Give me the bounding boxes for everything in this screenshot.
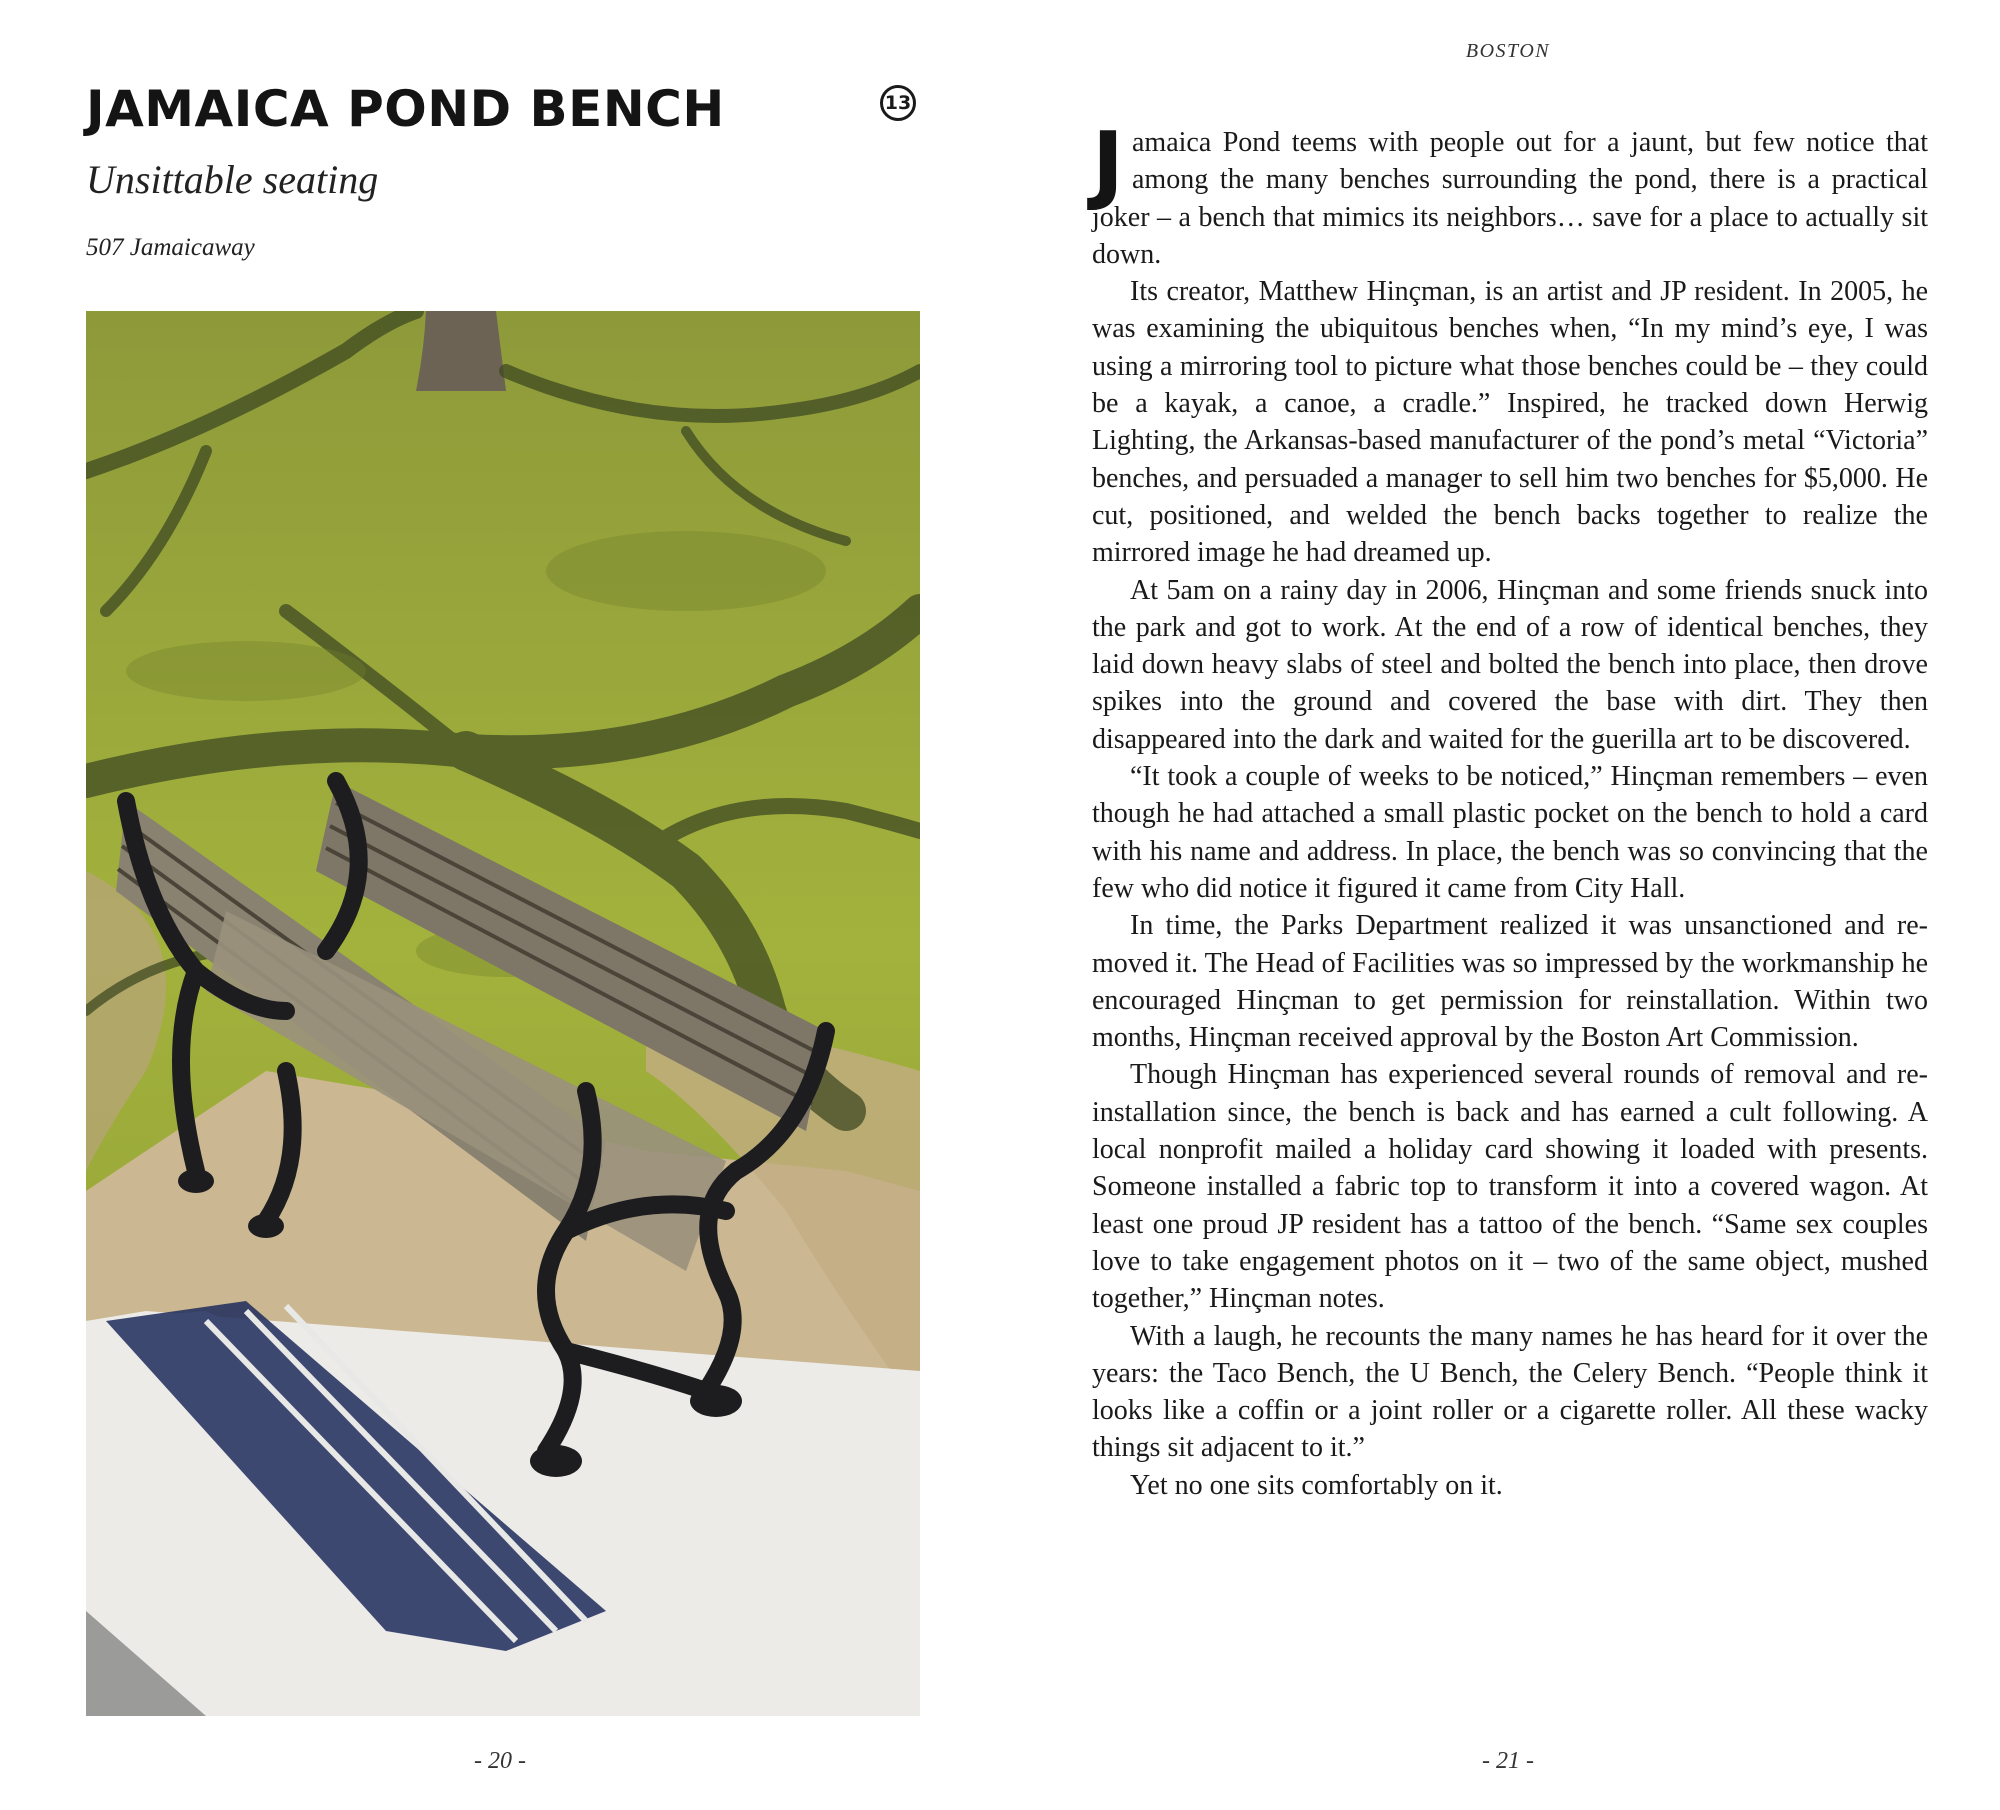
running-head: BOSTON: [1465, 40, 1551, 62]
paragraph-7: With a laugh, he recounts the many names he has heard for it over the years: the Taco Bench, the U Bench, the Celery Bench. “People think it looks like a coffin or a joint roller or a cigarette roller. All these wacky things sit adjacent to it.”: [1092, 1320, 1928, 1464]
entry-title: JAMAICA POND BENCH: [86, 80, 725, 138]
entry-number-badge: 13: [880, 85, 916, 121]
paragraph-6: Though Hinçman has experienced several rounds of removal and reinstallation since, the bench is back and has earned a cult following. A local nonprofit mailed a holiday card showing it loaded with presents. Someone installed a fabric top to transform it into a covered wagon. At least one proud JP resident has a tattoo of the bench. “Same sex couples love to take engagement photos on it – two of the same object, mushed together,” Hinçman notes.: [1092, 1059, 1928, 1315]
paragraph-8: Yet no one sits comfortably on it.: [1130, 1469, 1503, 1501]
drop-cap: J: [1092, 114, 1124, 214]
paragraph-4: “It took a couple of weeks to be noticed,” Hinçman remembers – even though he had attached a small plastic pocket on the bench to hold a card with his name and address. In place, the bench was so convincing that the few who did notice it figured it came from City Hall.: [1092, 761, 1928, 904]
right-page: [1000, 0, 2000, 1810]
article-body: [1092, 114, 1928, 1504]
entry-address: 507 Jamaicaway: [86, 234, 255, 261]
paragraph-2: Its creator, Matthew Hinçman, is an artist and JP resident. In 2005, he was examining the ubiquitous benches when, “In my mind’s eye, I was using a mirroring tool to picture what those benches could be – they could be a kayak, a canoe, a cradle.” Inspired, he tracked down Herwig Lighting, the Arkansas-based manufacturer of the pond’s metal “Victoria” benches, and persuaded a manager to sell him two benches for $5,000. He cut, positioned, and welded the bench backs together to realize the mirrored image he had dreamed up.: [1092, 276, 1928, 569]
page-number-right: - 21 -: [1482, 1748, 1534, 1774]
paragraph-3: At 5am on a rainy day in 2006, Hinçman and some friends snuck into the park and got to work. At the end of a row of identical benches, they laid down heavy slabs of steel and bolted the bench into place, then drove spikes into the ground and covered the base with dirt. They then disappeared into the dark and waited for the guerilla art to be discovered.: [1092, 574, 1928, 755]
entry-subtitle: Unsittable seating: [86, 157, 379, 202]
paragraph-1: [1092, 114, 1928, 273]
paragraph-1-text: amaica Pond teems with people out for a jaunt, but few notice that among the many benches surrounding the pond, there is a practical joker – a bench that mimics its neighbors… save for a place to actually sit down.: [1092, 127, 1928, 270]
paragraph-5: In time, the Parks Department realized it was unsanctioned and removed it. The Head of Facilities was so impressed by the workmanship he encouraged Hinçman to get permission for reinstallation. Within two months, Hinçman received approval by the Boston Art Commission.: [1092, 910, 1928, 1054]
page-number-left: - 20 -: [474, 1748, 526, 1774]
bench-photo: [86, 311, 920, 1716]
